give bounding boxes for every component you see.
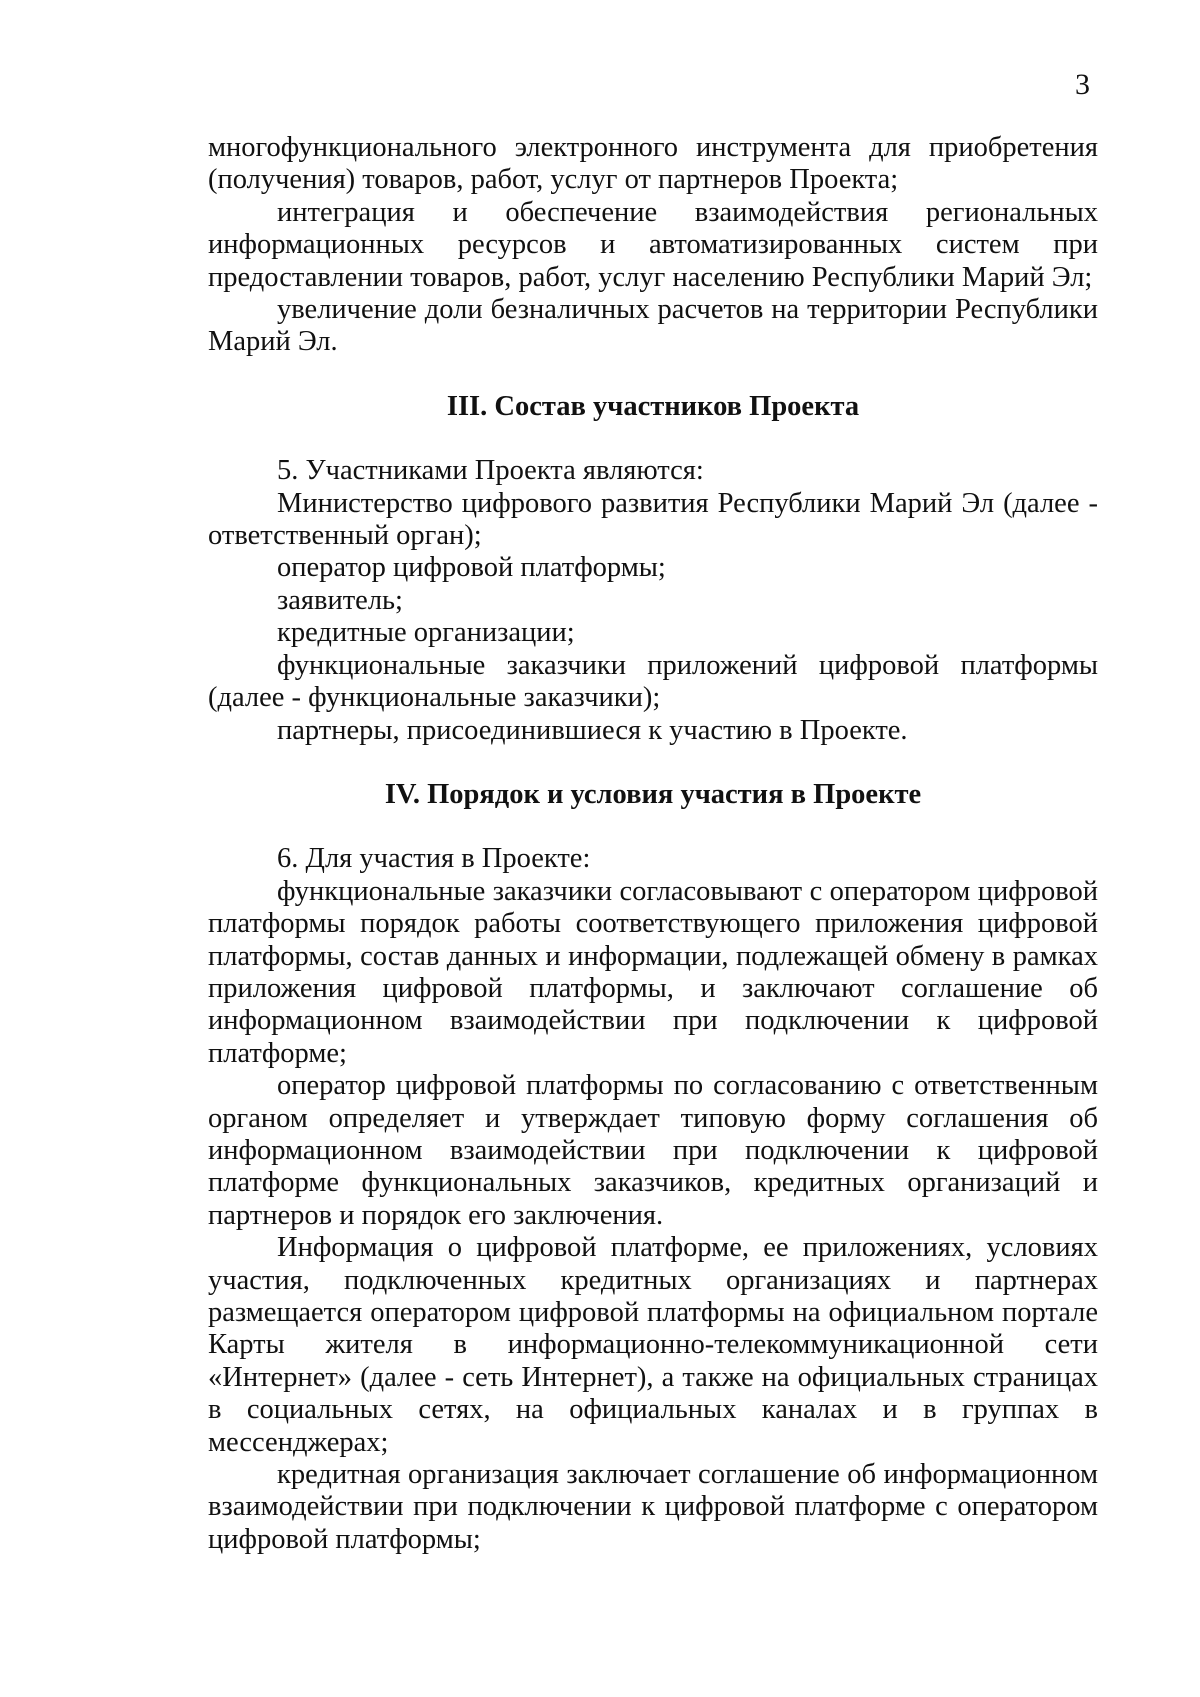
paragraph: Информация о цифровой платформе, ее приложениях, условиях участия, подключенных кредитных организациях и партнерах размещается оператором цифровой платформы на официальном портале Карты жителя в информационно-телекоммуникационной сети «Интернет» (далее - сеть Интернет), а также на официальных страницах в социальных сетях, на официальных каналах и в группах в мессенджерах; <box>208 1232 1098 1458</box>
section-heading-participants: III. Состав участников Проекта <box>446 390 860 422</box>
paragraph: 5. Участниками Проекта являются: <box>277 455 704 487</box>
paragraph: партнеры, присоединившиеся к участию в Проекте. <box>277 714 908 746</box>
paragraph: оператор цифровой платформы; <box>277 552 666 584</box>
paragraph: оператор цифровой платформы по согласованию с ответственным органом определяет и утверждает типовую форму соглашения об информационном взаимодействии при подключении к цифровой платформе функциональных заказчиков, кредитных организаций и партнеров и порядок его заключения. <box>208 1070 1098 1231</box>
paragraph: Министерство цифрового развития Республики Марий Эл (далее - ответственный орган); <box>208 487 1098 552</box>
paragraph: функциональные заказчики приложений цифровой платформы (далее - функциональные заказчики); <box>208 649 1098 714</box>
section-heading-conditions: IV. Порядок и условия участия в Проекте <box>384 778 922 810</box>
paragraph: 6. Для участия в Проекте: <box>277 843 591 875</box>
paragraph: интеграция и обеспечение взаимодействия региональных информационных ресурсов и автоматизированных систем при предоставлении товаров, работ, услуг населению Республики Марий Эл; <box>208 196 1098 293</box>
paragraph: функциональные заказчики согласовывают с оператором цифровой платформы порядок работы соответствующего приложения цифровой платформы, состав данных и информации, подлежащей обмену в рамках приложения цифровой платформы, и заключают соглашение об информационном взаимодействии при подключении к цифровой платформе; <box>208 875 1098 1069</box>
paragraph: заявитель; <box>277 584 403 616</box>
document-body <box>208 132 1098 1556</box>
paragraph: кредитные организации; <box>277 617 575 649</box>
paragraph: многофункционального электронного инструмента для приобретения (получения) товаров, работ, услуг от партнеров Проекта; <box>208 132 1098 196</box>
paragraph: увеличение доли безналичных расчетов на территории Республики Марий Эл. <box>208 294 1098 358</box>
page-number: 3 <box>1075 68 1090 101</box>
paragraph: кредитная организация заключает соглашение об информационном взаимодействии при подключении к цифровой платформе с оператором цифровой платформы; <box>208 1459 1098 1555</box>
